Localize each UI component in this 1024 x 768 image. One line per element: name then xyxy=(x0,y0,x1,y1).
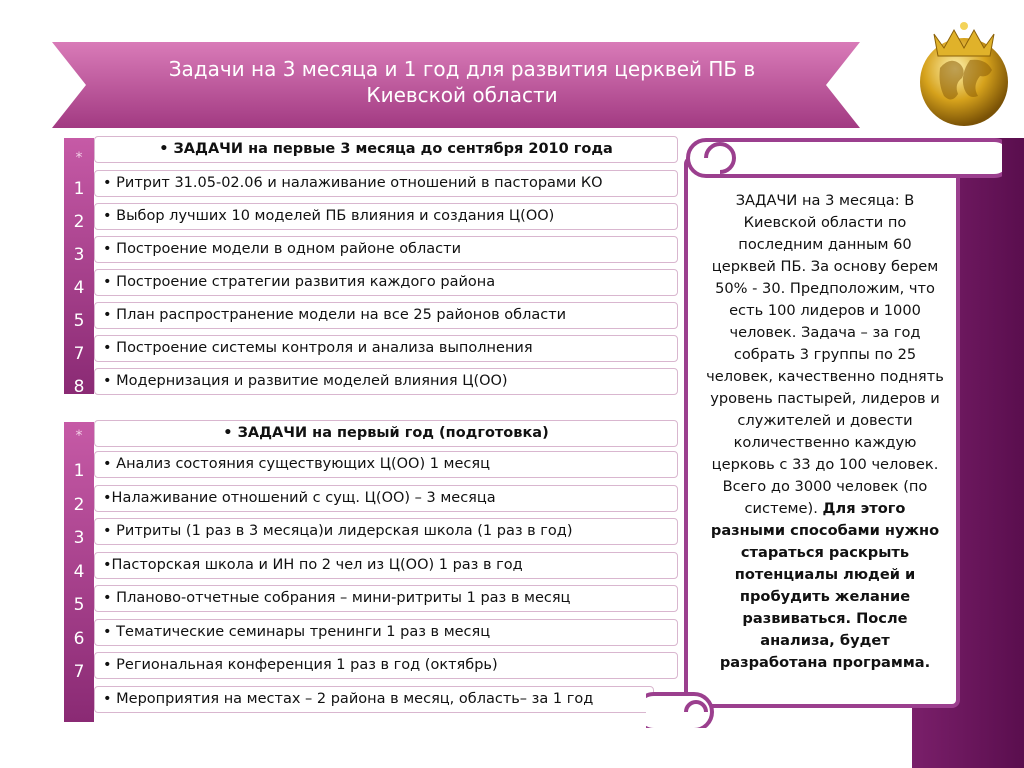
section2-header: • ЗАДАЧИ на первый год (подготовка) xyxy=(94,420,678,447)
row-number: 3 xyxy=(73,528,85,548)
list-item: • Региональная конференция 1 раз в год (октябрь) xyxy=(94,652,678,679)
section2-marker: * xyxy=(75,428,83,444)
list-item: • Тематические семинары тренинги 1 раз в месяц xyxy=(94,619,678,646)
list-item: • Выбор лучших 10 моделей ПБ влияния и создания Ц(ОО) xyxy=(94,203,678,230)
list-item: • Ритриты (1 раз в 3 месяца)и лидерская школа (1 раз в год) xyxy=(94,518,678,545)
list-item: • Модернизация и развитие моделей влияния Ц(ОО) xyxy=(94,368,678,395)
row-number: 1 xyxy=(73,179,85,199)
row-number: 1 xyxy=(73,461,85,481)
list-item: •Пасторская школа и ИН по 2 чел из Ц(ОО) 1 раз в год xyxy=(94,552,678,579)
row-number: 6 xyxy=(73,629,85,649)
list-item: • Планово-отчетные собрания – мини-ритриты 1 раз в месяц xyxy=(94,585,678,612)
row-number: 4 xyxy=(73,562,85,582)
row-number: 2 xyxy=(73,212,85,232)
row-number: 7 xyxy=(73,344,85,364)
side-description xyxy=(706,190,944,674)
row-number: 2 xyxy=(73,495,85,515)
list-item: • Построение модели в одном районе области xyxy=(94,236,678,263)
globe-crown-logo-icon xyxy=(906,4,1018,130)
row-number: 5 xyxy=(73,595,85,615)
list-item: •Налаживание отношений с сущ. Ц(ОО) – 3 месяца xyxy=(94,485,678,512)
list-item: • Построение системы контроля и анализа выполнения xyxy=(94,335,678,362)
section1-marker: * xyxy=(75,150,83,166)
page-title: Задачи на 3 месяца и 1 год для развития церквей ПБ в Киевской области xyxy=(168,57,756,107)
list-item: • Построение стратегии развития каждого района xyxy=(94,269,678,296)
section1-header: • ЗАДАЧИ на первые 3 месяца до сентября 2010 года xyxy=(94,136,678,163)
side-text-bold: Для этого разными способами нужно стараться раскрыть потенциалы людей и пробудить желание развиваться. После анализа, будет разработана программа. xyxy=(710,500,940,671)
list-item: • Мероприятия на местах – 2 района в месяц, область– за 1 год xyxy=(94,686,654,713)
list-item: • Ритрит 31.05-02.06 и налаживание отношений в пасторами КО xyxy=(94,170,678,197)
row-number: 3 xyxy=(73,245,85,265)
title-banner xyxy=(52,42,860,128)
row-number: 5 xyxy=(73,311,85,331)
list-item: • План распространение модели на все 25 районов области xyxy=(94,302,678,329)
row-number: 7 xyxy=(73,662,85,682)
row-number: 8 xyxy=(73,377,85,397)
side-text: ЗАДАЧИ на 3 месяца: В Киевской области по последним данным 60 церквей ПБ. За основу берем 50% - 30. Предположим, что есть 100 лидеров и 1000 человек. Задача – за год собрать 3 группы по 25 человек, качественно поднять уровень пастырей, лидеров и служителей и довести количественно каждую церковь с 33 до 100 человек. Всего до 3000 человек (по системе). xyxy=(706,192,944,517)
list-item: • Анализ состояния существующих Ц(ОО) 1 месяц xyxy=(94,451,678,478)
row-number: 4 xyxy=(73,278,85,298)
